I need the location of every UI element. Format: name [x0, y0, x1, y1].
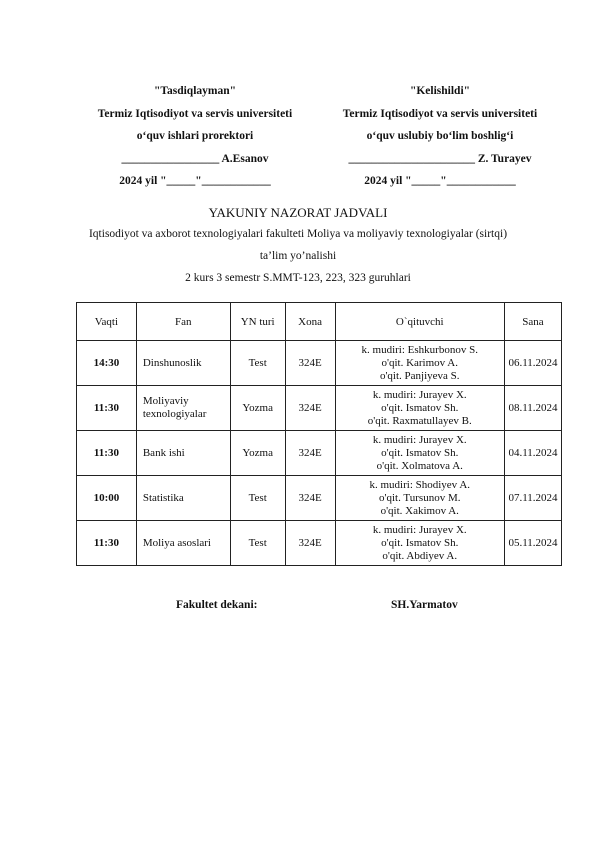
header-room: Xona [285, 303, 335, 341]
header-exam-type: YN turi [230, 303, 285, 341]
cell-time: 11:30 [77, 521, 137, 566]
agreed-org: Termiz Iqtisodiyot va servis universiteti [342, 107, 538, 120]
document-title: YAKUNIY NAZORAT JADVALI [208, 205, 388, 220]
cell-time: 10:00 [77, 476, 137, 521]
agreed-date-line: 2024 yil "_____"____________ [364, 175, 516, 187]
table-row [77, 431, 562, 476]
header-subject: Fan [136, 303, 230, 341]
cell-date: 07.11.2024 [504, 476, 561, 521]
agreed-position: o‘quv uslubiy bo‘lim boshlig‘i [366, 130, 514, 142]
approval-signature-line: _________________ A.Esanov [121, 152, 269, 165]
document-title-block [0, 203, 596, 289]
cell-room: 324E [285, 386, 335, 431]
cell-teachers [335, 341, 504, 386]
teacher-line: o'qit. Xakimov A. [380, 504, 459, 517]
teacher-line: k. mudiri: Eshkurbonov S. [361, 343, 478, 356]
teacher-line: o'qit. Xolmatova A. [376, 459, 463, 472]
teacher-line: k. mudiri: Jurayev X. [372, 388, 467, 401]
cell-exam-type: Test [230, 341, 285, 386]
cell-date: 04.11.2024 [504, 431, 561, 476]
exam-schedule-table [76, 302, 562, 566]
cell-time: 14:30 [77, 341, 137, 386]
cell-exam-type: Test [230, 521, 285, 566]
teacher-line: o'qit. Tursunov M. [379, 491, 461, 504]
table-row [77, 386, 562, 431]
teacher-line: o'qit. Raxmatullayev B. [367, 414, 472, 427]
agreed-heading: "Kelishildi" [409, 85, 471, 97]
teacher-line: o'qit. Panjiyeva S. [379, 369, 460, 382]
cell-exam-type: Yozma [230, 431, 285, 476]
approval-block [80, 80, 310, 193]
agreed-signature-line: ______________________ Z. Turayev [348, 152, 532, 165]
cell-subject: Moliyaviy texnologiyalar [136, 386, 230, 431]
teacher-line: o'qit. Abdiyev A. [382, 549, 458, 562]
teacher-line: o'qit. Ismatov Sh. [381, 536, 459, 549]
cell-teachers [335, 476, 504, 521]
cell-teachers [335, 521, 504, 566]
dean-label: Fakultet dekani: [176, 599, 258, 611]
table-row [77, 341, 562, 386]
cell-subject: Bank ishi [136, 431, 230, 476]
table-row [77, 476, 562, 521]
cell-room: 324E [285, 431, 335, 476]
teacher-line: o'qit. Ismatov Sh. [381, 401, 459, 414]
education-form-line: ta’lim yo’nalishi [259, 250, 337, 262]
cell-date: 06.11.2024 [504, 341, 561, 386]
cell-room: 324E [285, 341, 335, 386]
cell-subject: Moliya asoslari [136, 521, 230, 566]
approval-date-line: 2024 yil "_____"____________ [119, 175, 271, 187]
dean-name: SH.Yarmatov [391, 599, 458, 611]
cell-time: 11:30 [77, 386, 137, 431]
teacher-line: k. mudiri: Jurayev X. [372, 523, 467, 536]
cell-date: 08.11.2024 [504, 386, 561, 431]
cell-exam-type: Yozma [230, 386, 285, 431]
teacher-line: o'qit. Ismatov Sh. [381, 446, 459, 459]
agreed-block [322, 80, 558, 193]
approval-heading: "Tasdiqlayman" [153, 85, 237, 97]
header-teacher: O`qituvchi [335, 303, 504, 341]
cell-teachers [335, 386, 504, 431]
cell-teachers [335, 431, 504, 476]
cell-room: 324E [285, 476, 335, 521]
cell-date: 05.11.2024 [504, 521, 561, 566]
cell-subject: Statistika [136, 476, 230, 521]
table-header-row [77, 303, 562, 341]
groups-line: 2 kurs 3 semestr S.MMT-123, 223, 323 guruhlari [185, 272, 411, 284]
approval-org: Termiz Iqtisodiyot va servis universiteti [97, 107, 293, 120]
teacher-line: o'qit. Karimov A. [381, 356, 459, 369]
cell-room: 324E [285, 521, 335, 566]
teacher-line: k. mudiri: Jurayev X. [372, 433, 467, 446]
header-date: Sana [504, 303, 561, 341]
header-time: Vaqti [77, 303, 137, 341]
approval-position: o‘quv ishlari prorektori [136, 130, 254, 142]
cell-exam-type: Test [230, 476, 285, 521]
table-row [77, 521, 562, 566]
faculty-line: Iqtisodiyot va axborot texnologiyalari fakulteti Moliya va moliyaviy texnologiyalar (sirtqi) [88, 228, 508, 240]
teacher-line: k. mudiri: Shodiyev A. [369, 478, 471, 491]
cell-subject: Dinshunoslik [136, 341, 230, 386]
cell-time: 11:30 [77, 431, 137, 476]
